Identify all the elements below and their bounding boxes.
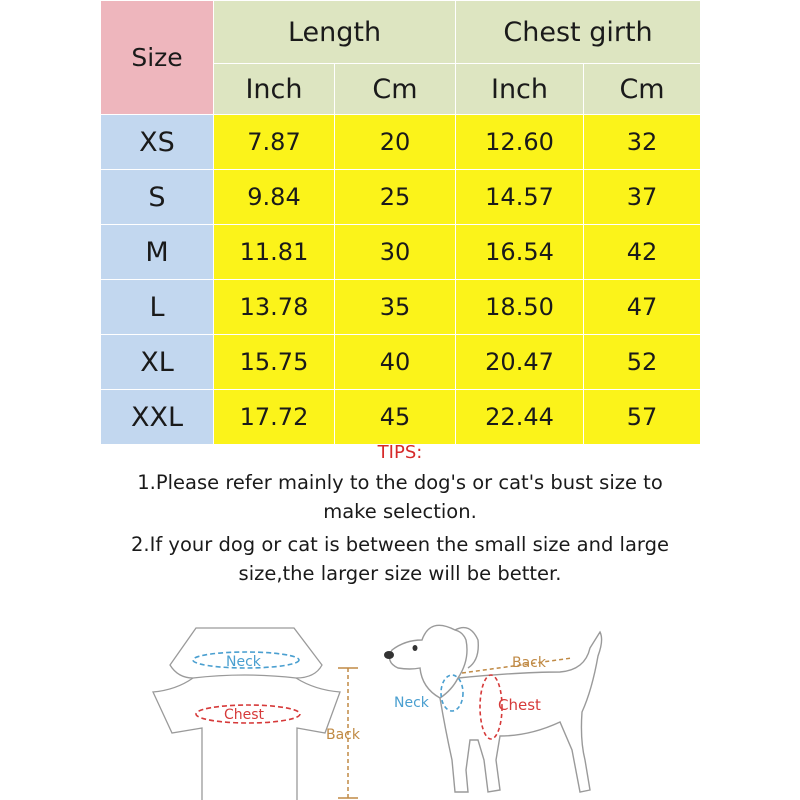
dog-back-label: Back — [512, 655, 546, 671]
size-chart-table — [100, 0, 701, 445]
chest-cm-cell: 57 — [584, 390, 701, 445]
tips-title: TIPS: — [377, 442, 423, 463]
table-row — [101, 115, 701, 170]
chest-cm-cell: 52 — [584, 335, 701, 390]
dog-chest-label: Chest — [498, 696, 541, 714]
dog-head-outline — [390, 625, 467, 698]
tip-1 — [0, 468, 800, 526]
length-inch-cell: 11.81 — [214, 225, 335, 280]
chest-inch-cell: 16.54 — [456, 225, 584, 280]
length-inch-cell: 13.78 — [214, 280, 335, 335]
size-label: L — [101, 280, 214, 335]
unit-header: Inch — [214, 64, 335, 115]
measurement-diagram — [0, 600, 800, 800]
length-cm-cell: 40 — [335, 335, 456, 390]
tip-2-line-1: 2.If your dog or cat is between the small size and large — [131, 533, 669, 556]
chest-inch-cell: 14.57 — [456, 170, 584, 225]
dog-eye-icon — [413, 645, 418, 651]
length-inch-cell: 9.84 — [214, 170, 335, 225]
chest-cm-cell: 42 — [584, 225, 701, 280]
tip-1-line-1: 1.Please refer mainly to the dog's or cat's bust size to — [137, 471, 663, 494]
unit-header: Inch — [456, 64, 584, 115]
table-row — [101, 335, 701, 390]
shirt-collar-outline — [170, 628, 322, 678]
table-row — [101, 280, 701, 335]
chest-inch-cell: 18.50 — [456, 280, 584, 335]
size-label: M — [101, 225, 214, 280]
unit-header: Cm — [584, 64, 701, 115]
length-cm-cell: 25 — [335, 170, 456, 225]
chest-inch-cell: 20.47 — [456, 335, 584, 390]
dog-nose-icon — [384, 651, 394, 659]
shirt-chest-label: Chest — [224, 707, 265, 723]
tip-2 — [0, 530, 800, 588]
shirt-back-label: Back — [326, 727, 360, 743]
shirt-neck-label: Neck — [226, 654, 261, 670]
length-header: Length — [214, 1, 456, 64]
size-label: XXL — [101, 390, 214, 445]
shirt-body-outline — [153, 678, 340, 800]
chest-cm-cell: 47 — [584, 280, 701, 335]
length-cm-cell: 35 — [335, 280, 456, 335]
tip-1-line-2: make selection. — [323, 500, 477, 523]
chest-cm-cell: 37 — [584, 170, 701, 225]
length-inch-cell: 17.72 — [214, 390, 335, 445]
table-row — [101, 170, 701, 225]
length-cm-cell: 20 — [335, 115, 456, 170]
size-label: XS — [101, 115, 214, 170]
tip-2-line-2: size,the larger size will be better. — [238, 562, 562, 585]
size-label: XL — [101, 335, 214, 390]
table-row — [101, 225, 701, 280]
chest-cm-cell: 32 — [584, 115, 701, 170]
length-cm-cell: 30 — [335, 225, 456, 280]
size-header: Size — [101, 1, 214, 115]
chest-inch-cell: 12.60 — [456, 115, 584, 170]
length-inch-cell: 15.75 — [214, 335, 335, 390]
length-inch-cell: 7.87 — [214, 115, 335, 170]
chest-inch-cell: 22.44 — [456, 390, 584, 445]
length-cm-cell: 45 — [335, 390, 456, 445]
size-label: S — [101, 170, 214, 225]
dog-neck-marker — [441, 675, 463, 711]
dog-neck-label: Neck — [394, 695, 429, 711]
unit-header: Cm — [335, 64, 456, 115]
table-row — [101, 390, 701, 445]
chest-girth-header: Chest girth — [456, 1, 701, 64]
